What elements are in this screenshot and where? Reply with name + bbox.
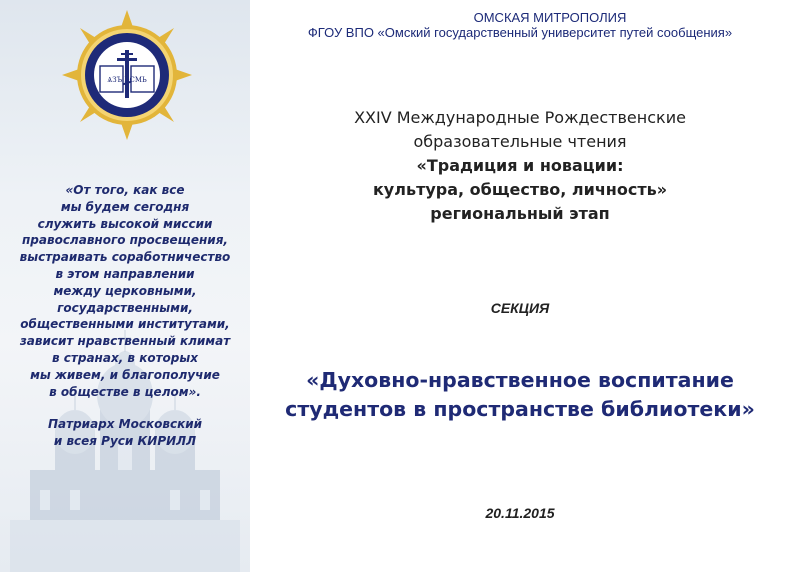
organizer-header xyxy=(255,10,785,40)
quote-line: между церковными, xyxy=(53,283,197,298)
metropolis-title: ОМСКАЯ МИТРОПОЛИЯ xyxy=(473,10,627,25)
orthodox-cross-book-emblem-icon xyxy=(62,10,192,140)
quote-author-line: и всея Руси КИРИЛЛ xyxy=(53,434,197,449)
event-theme-line: «Традиция и новации: xyxy=(416,156,624,175)
event-title-block xyxy=(255,106,785,226)
quote-line: государственными, xyxy=(57,300,193,315)
quote-line: в странах, в которых xyxy=(52,350,198,365)
section-label: СЕКЦИЯ xyxy=(490,300,550,316)
event-stage: региональный этап xyxy=(430,204,610,223)
quote-line: служить высокой миссии xyxy=(37,216,213,231)
quote-line: зависит нравственный климат xyxy=(19,334,231,349)
quote-line: православного просвещения, xyxy=(22,233,228,248)
event-title-line: образовательные чтения xyxy=(413,132,627,151)
event-theme-line: культура, общество, личность» xyxy=(372,180,668,199)
section-title xyxy=(255,366,785,424)
event-date: 20.11.2015 xyxy=(485,505,555,521)
left-panel xyxy=(0,0,250,572)
quote-text xyxy=(0,182,250,400)
patriarch-quote xyxy=(0,182,250,450)
quote-line: мы живем, и благополучие xyxy=(30,367,220,382)
quote-line: мы будем сегодня xyxy=(60,199,190,214)
quote-author-line: Патриарх Московский xyxy=(47,417,203,432)
quote-line: «От того, как все xyxy=(65,183,185,197)
quote-line: в этом направлении xyxy=(55,266,195,281)
quote-line: в обществе в целом». xyxy=(49,384,201,399)
quote-line: общественными институтами, xyxy=(20,317,230,332)
section-title-line: «Духовно-нравственное воспитание xyxy=(306,368,734,392)
section-title-line: студентов в пространстве библиотеки» xyxy=(285,397,755,421)
event-title-line: XXIV Международные Рождественские xyxy=(354,108,686,127)
university-title: ФГОУ ВПО «Омский государственный университет путей сообщения» xyxy=(307,25,733,40)
quote-line: выстраивать соработничество xyxy=(19,250,231,265)
emblem-book-text: ѦЗЪ ЕСМЬ xyxy=(107,76,147,84)
